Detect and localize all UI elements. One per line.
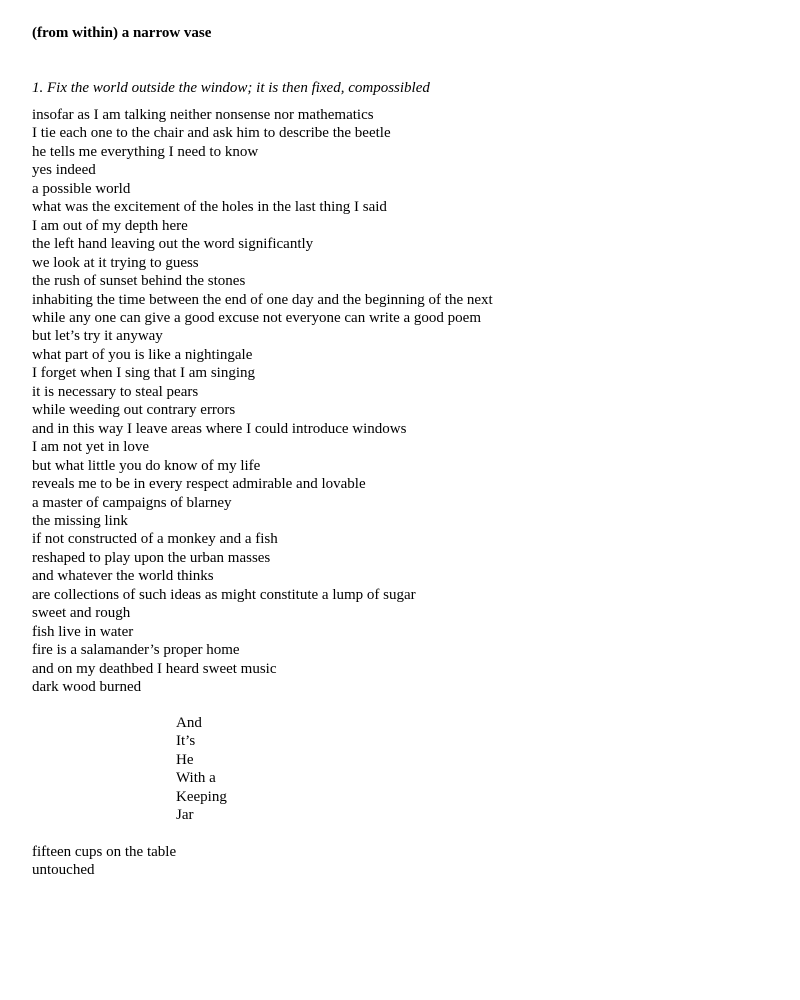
poem-line: dark wood burned xyxy=(32,679,142,696)
poem-line: I am not yet in love xyxy=(32,439,150,456)
poem-line: I am out of my depth here xyxy=(32,217,188,234)
section-heading: 1. Fix the world outside the window; it is then fixed, compossibled xyxy=(32,80,430,96)
poem-line: fire is a salamander’s proper home xyxy=(32,642,240,659)
poem-line: it is necessary to steal pears xyxy=(32,383,199,400)
indented-stanza xyxy=(176,714,227,825)
poem-line: I forget when I sing that I am singing xyxy=(32,365,256,382)
poem-line: and on my deathbed I heard sweet music xyxy=(32,660,277,677)
poem-line: are collections of such ideas as might constitute a lump of sugar xyxy=(32,586,416,603)
closing-stanza xyxy=(32,843,176,880)
poem-line: while weeding out contrary errors xyxy=(32,402,236,419)
indented-line: With a xyxy=(176,770,216,787)
poem-line: insofar as I am talking neither nonsense nor mathematics xyxy=(32,107,374,123)
poem-line: what part of you is like a nightingale xyxy=(32,346,253,363)
closing-line: untouched xyxy=(32,862,95,879)
poem-line: reveals me to be in every respect admirable and lovable xyxy=(32,476,366,493)
poem-line: sweet and rough xyxy=(32,605,131,622)
poem-line: but what little you do know of my life xyxy=(32,457,261,474)
indented-line: He xyxy=(176,751,194,768)
poem-line: the left hand leaving out the word significantly xyxy=(32,236,314,253)
main-stanza xyxy=(32,106,493,697)
poem-line: and in this way I leave areas where I could introduce windows xyxy=(32,420,407,437)
indented-line: Keeping xyxy=(176,788,227,805)
poem-line: yes indeed xyxy=(32,162,96,179)
poem-line: the rush of sunset behind the stones xyxy=(32,273,246,290)
indented-line: Jar xyxy=(176,807,194,824)
poem-line: a possible world xyxy=(32,180,131,197)
poem-line: he tells me everything I need to know xyxy=(32,143,259,160)
poem-line: reshaped to play upon the urban masses xyxy=(32,549,271,566)
poem-line: a master of campaigns of blarney xyxy=(32,494,232,511)
poem-line: but let’s try it anyway xyxy=(32,328,163,345)
poem-line: if not constructed of a monkey and a fish xyxy=(32,531,278,548)
poem-title: (from within) a narrow vase xyxy=(32,25,212,41)
poem-line: and whatever the world thinks xyxy=(32,568,214,585)
indented-line: It’s xyxy=(176,733,196,750)
poem-line: the missing link xyxy=(32,512,128,529)
poem-line: while any one can give a good excuse not everyone can write a good poem xyxy=(32,309,482,326)
indented-line: And xyxy=(176,715,202,731)
poem-line: fish live in water xyxy=(32,623,134,640)
poem-line: we look at it trying to guess xyxy=(32,254,199,271)
poem-line: what was the excitement of the holes in the last thing I said xyxy=(32,199,387,216)
poem-line: I tie each one to the chair and ask him to describe the beetle xyxy=(32,125,391,142)
poem-line: inhabiting the time between the end of one day and the beginning of the next xyxy=(32,291,493,308)
closing-line: fifteen cups on the table xyxy=(32,844,177,860)
